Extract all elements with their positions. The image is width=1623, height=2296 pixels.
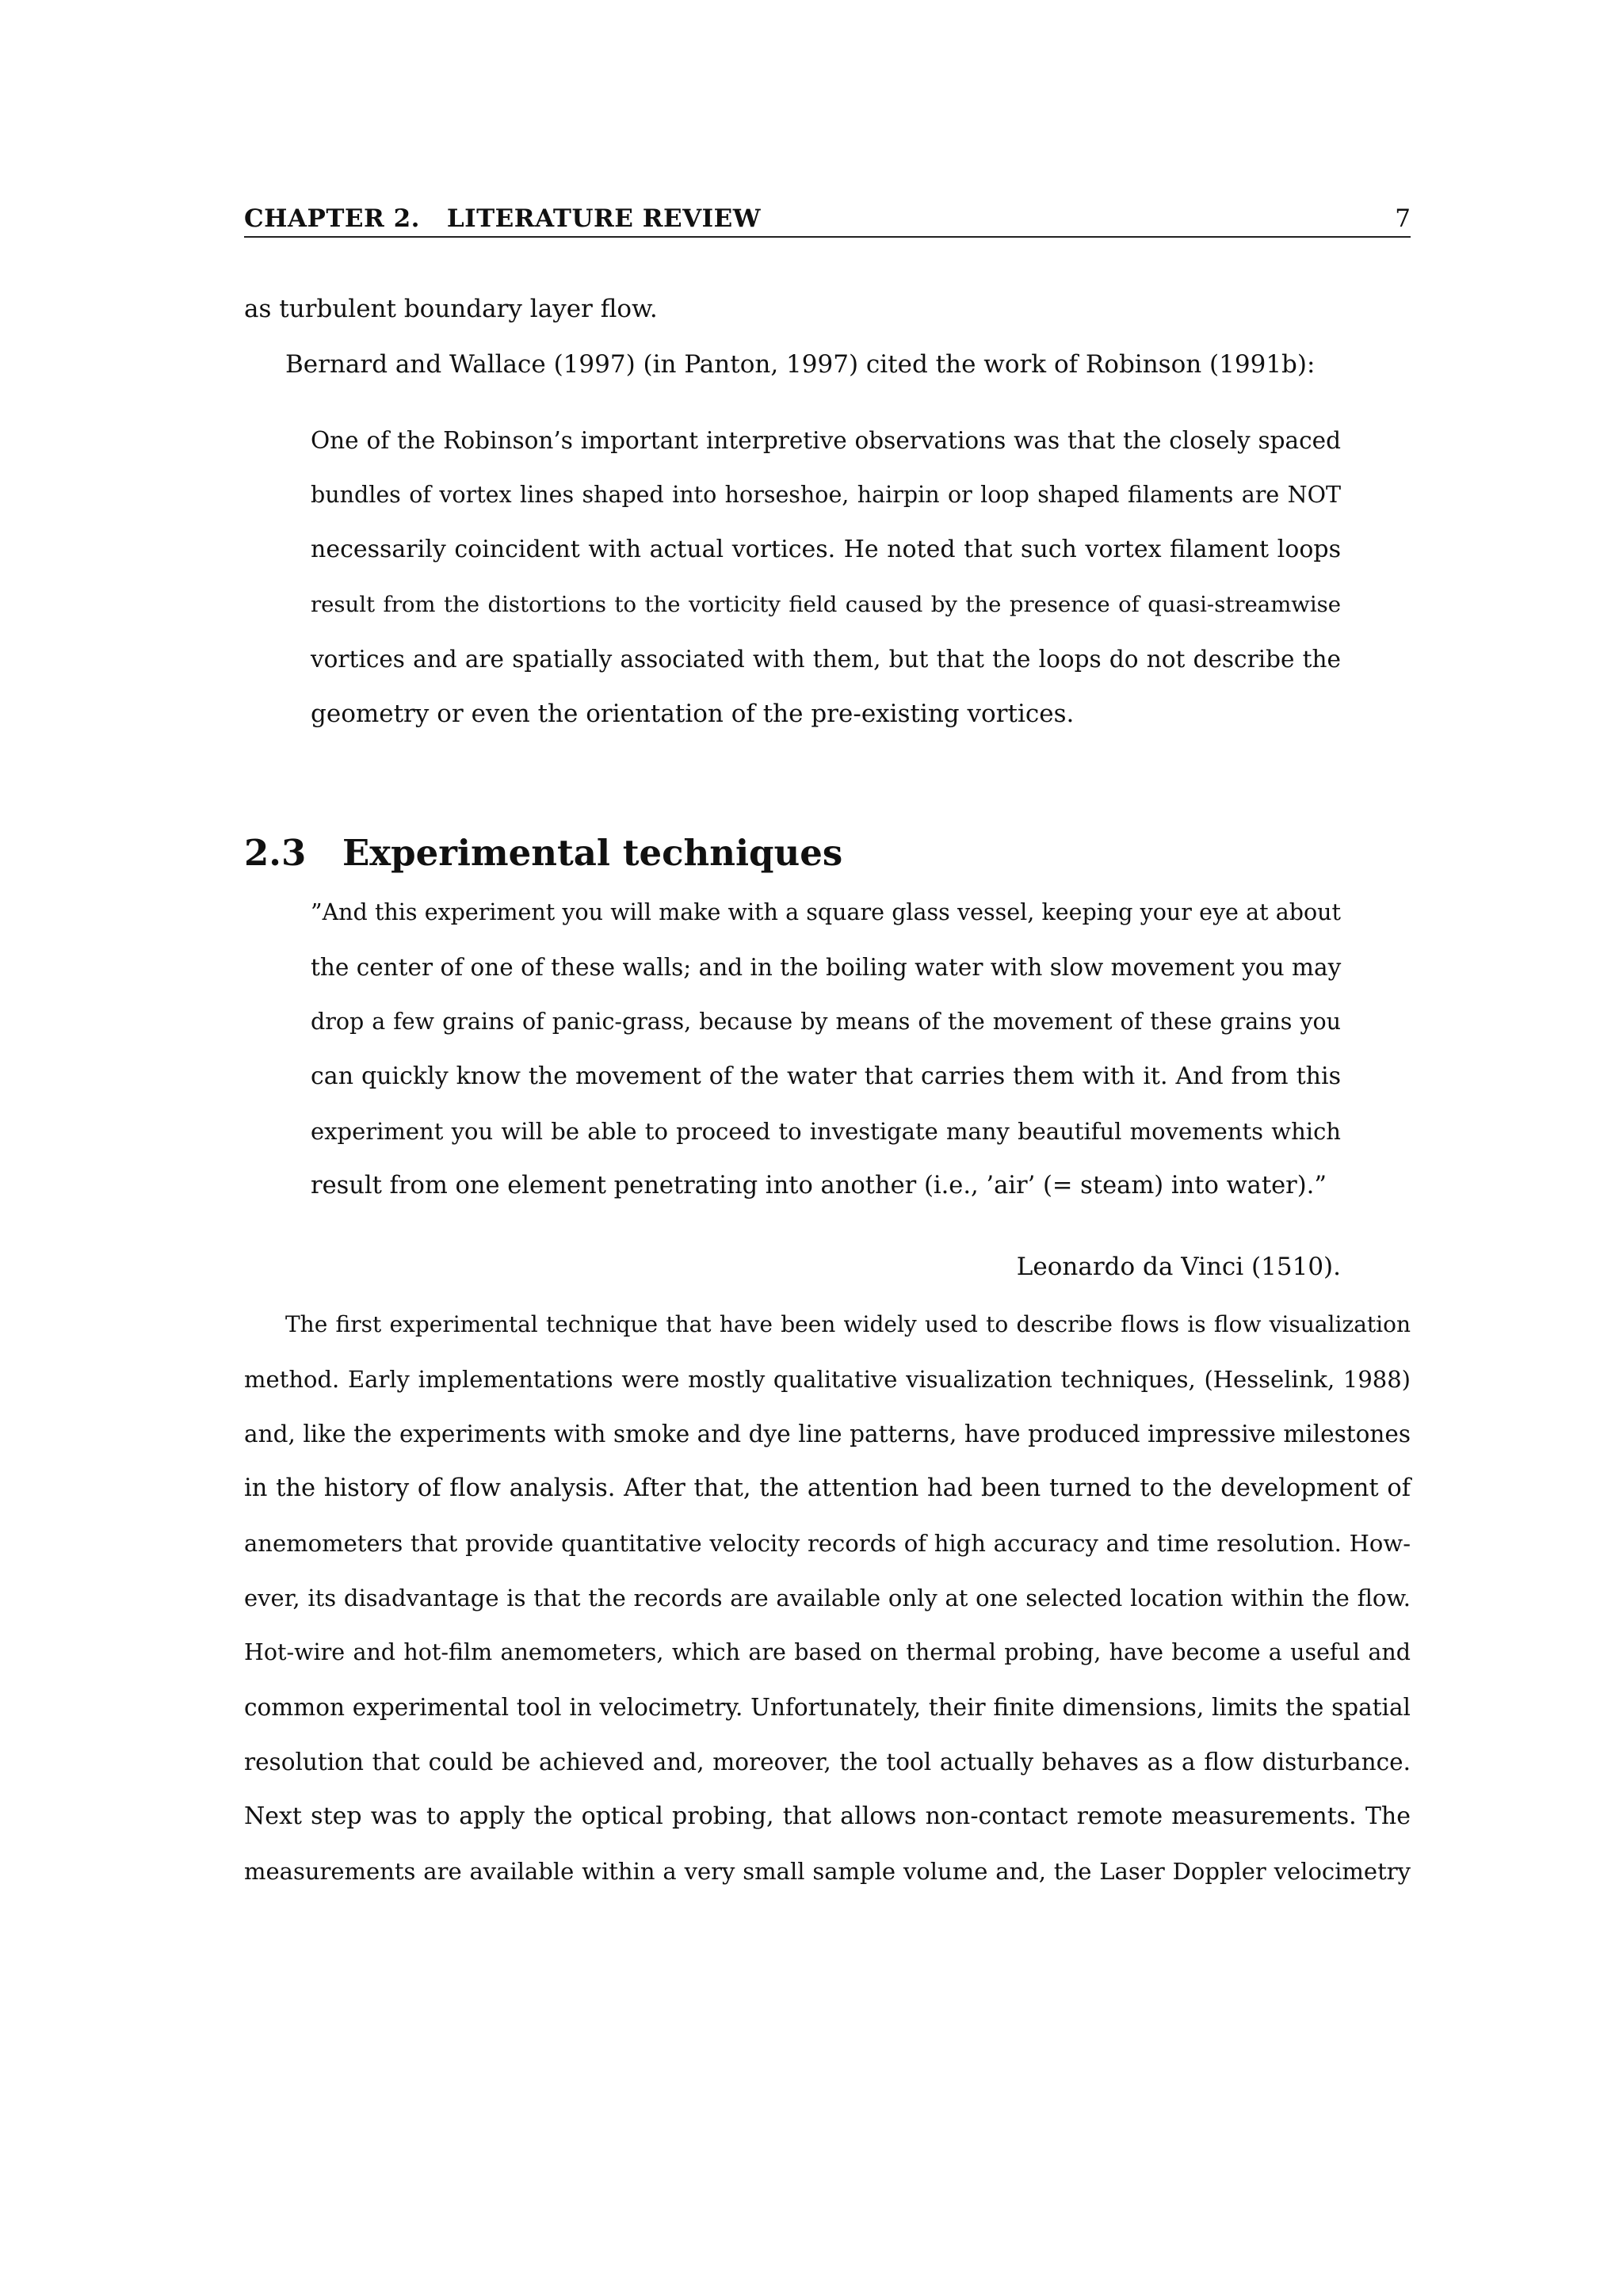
epigraph-line: ”And this experiment you will make with a square glass vessel, keeping your eye at about (311, 899, 1341, 925)
epigraph-line: experiment you will be able to proceed to investigate many beautiful movements which (311, 1118, 1341, 1145)
paragraph-line: Next step was to apply the optical probing, that allows non-contact remote measurements. The (244, 1802, 1411, 1830)
block-quote-line: vortices and are spatially associated with them, but that the loops do not describe the (311, 646, 1341, 673)
paragraph-line: in the history of flow analysis. After that, the attention had been turned to the development of (244, 1474, 1411, 1502)
running-header (244, 203, 1411, 238)
page-number: 7 (1395, 204, 1411, 233)
block-quote-line: geometry or even the orientation of the pre-existing vortices. (311, 700, 1075, 728)
block-quote-line: necessarily coincident with actual vortices. He noted that such vortex filament loops (311, 536, 1341, 563)
epigraph-line: can quickly know the movement of the water that carries them with it. And from this (311, 1062, 1341, 1090)
paragraph-line: measurements are available within a very small sample volume and, the Laser Doppler velocimetry (244, 1858, 1411, 1885)
epigraph-attribution: Leonardo da Vinci (1510). (1016, 1253, 1341, 1281)
continuation-line: as turbulent boundary layer flow. (244, 295, 658, 323)
block-quote-line: result from the distortions to the vorticity field caused by the presence of quasi-streamwise (311, 592, 1341, 617)
paragraph-line: ever, its disadvantage is that the records are available only at one selected location within the flow. (244, 1585, 1411, 1611)
section-number: 2.3 (244, 832, 307, 875)
paragraph-line: method. Early implementations were mostly qualitative visualization techniques, (Hesselink, 1988) (244, 1366, 1411, 1393)
paragraph-line: anemometers that provide quantitative velocity records of high accuracy and time resolution. How- (244, 1530, 1411, 1557)
block-quote-line: bundles of vortex lines shaped into horseshoe, hairpin or loop shaped filaments are NOT (311, 482, 1341, 508)
paragraph-line: Hot-wire and hot-film anemometers, which are based on thermal probing, have become a useful and (244, 1639, 1411, 1665)
epigraph-line: the center of one of these walls; and in the boiling water with slow movement you may (311, 954, 1342, 981)
paragraph-line: The first experimental technique that have been widely used to describe flows is flow visualization (285, 1311, 1411, 1337)
section-title: Experimental techniques (342, 832, 843, 875)
paragraph-line: common experimental tool in velocimetry. Unfortunately, their finite dimensions, limits the spatial (244, 1694, 1411, 1721)
paragraph-line: resolution that could be achieved and, moreover, the tool actually behaves as a flow disturbance. (244, 1749, 1411, 1775)
running-title: CHAPTER 2. LITERATURE REVIEW (244, 204, 762, 233)
section-heading (244, 831, 842, 875)
block-quote-line: One of the Robinson’s important interpretive observations was that the closely spaced (311, 427, 1341, 454)
epigraph-line: result from one element penetrating into another (i.e., ’air’ (= steam) into water).” (311, 1172, 1327, 1199)
paragraph-line: and, like the experiments with smoke and dye line patterns, have produced impressive milestones (244, 1421, 1411, 1447)
epigraph-line: drop a few grains of panic-grass, because by means of the movement of these grains you (311, 1009, 1341, 1035)
citation-intro: Bernard and Wallace (1997) (in Panton, 1997) cited the work of Robinson (1991b): (285, 350, 1316, 379)
